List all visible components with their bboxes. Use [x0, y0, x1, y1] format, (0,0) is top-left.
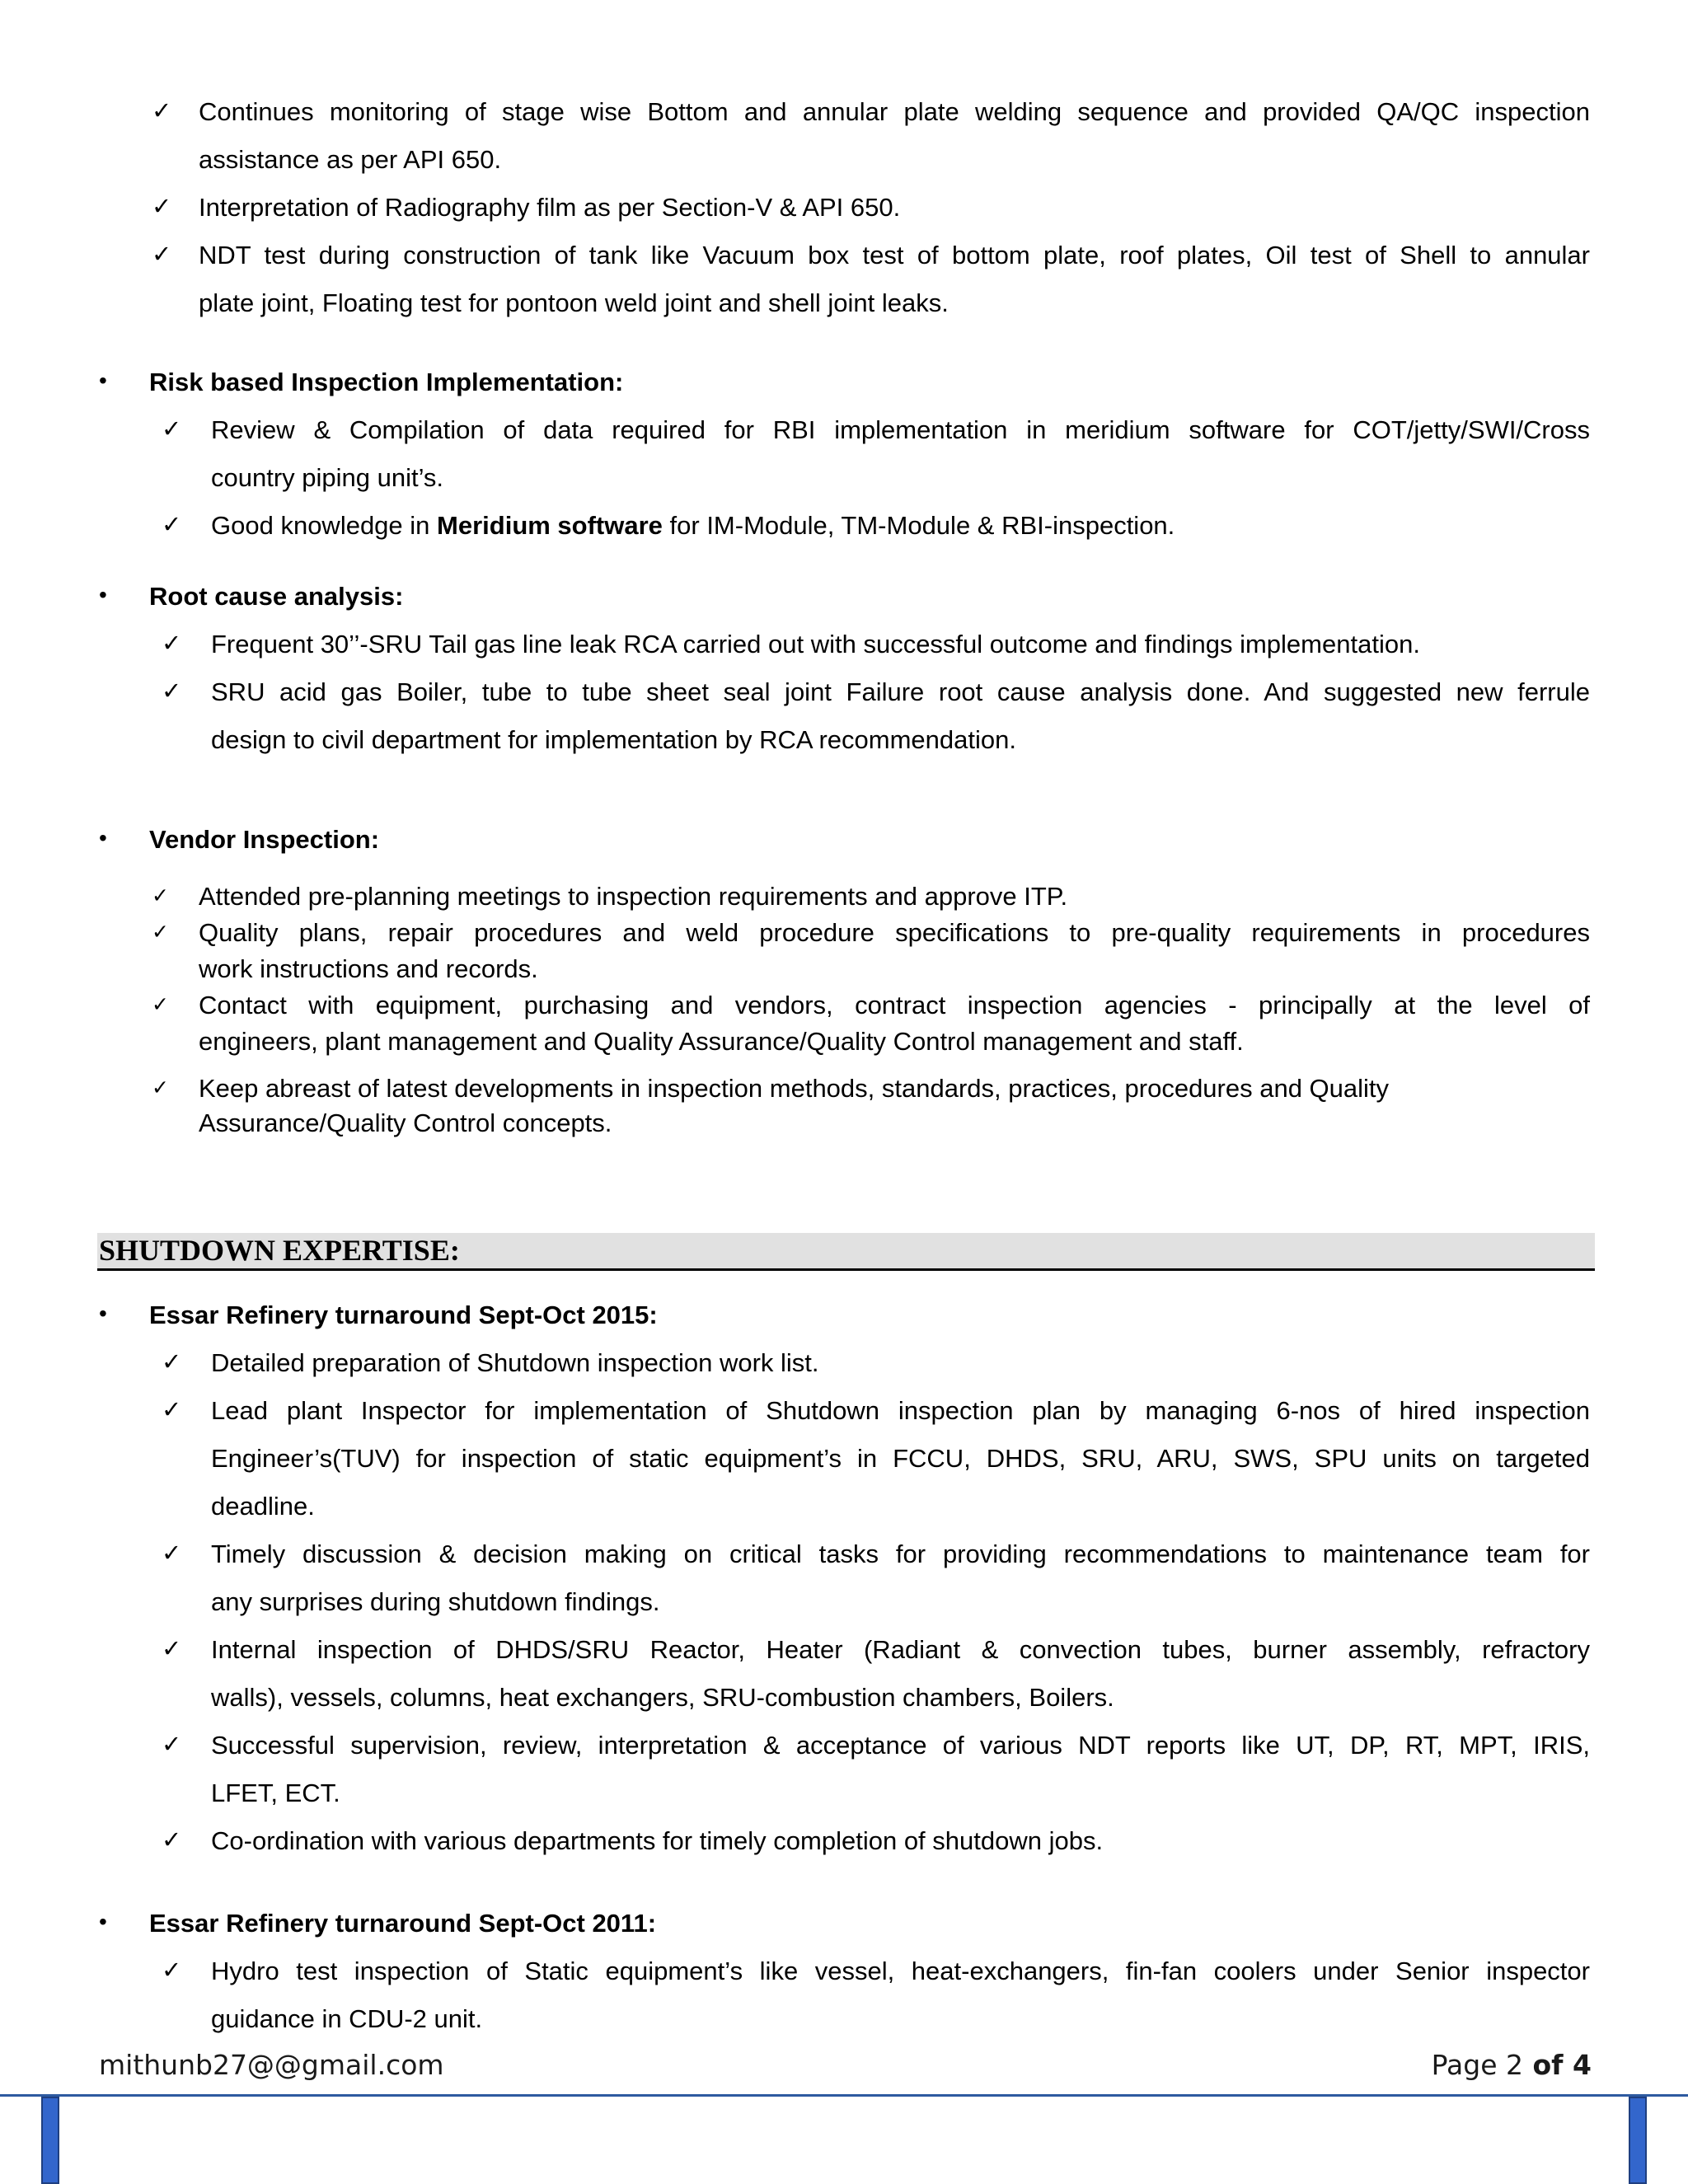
check-icon: ✓	[152, 1076, 169, 1099]
footer-page-number: Page 2 of 4	[1431, 2049, 1592, 2081]
vendor-item-3-line-2: engineers, plant management and Quality Assurance/Quality Control management and staff.	[199, 1027, 1244, 1056]
check-icon: ✓	[152, 240, 172, 268]
footer-rule	[0, 2094, 1688, 2097]
check-icon: ✓	[162, 677, 182, 705]
shutdown-2015-item-4-line-1: Internal inspection of DHDS/SRU Reactor, Heater (Radiant & convection tubes, burner assembly, refractory	[211, 1635, 1590, 1664]
rca-item-1: Frequent 30’’-SRU Tail gas line leak RCA carried out with successful outcome and findings implementation.	[211, 630, 1420, 658]
shutdown-2015-item-2-line-2: Engineer’s(TUV) for inspection of static equipment’s in FCCU, DHDS, SRU, ARU, SWS, SPU units on targeted	[211, 1444, 1590, 1473]
rbi-item-1-line-2: country piping unit’s.	[211, 463, 444, 492]
shutdown-2015-item-5-line-1: Successful supervision, review, interpretation & acceptance of various NDT reports like UT, DP, RT, MPT, IRIS,	[211, 1731, 1590, 1760]
bullet-icon: •	[99, 582, 107, 607]
bullet-icon: •	[99, 825, 107, 851]
bullet-icon: •	[99, 1909, 107, 1934]
tank-item-3-line-2: plate joint, Floating test for pontoon weld joint and shell joint leaks.	[199, 288, 949, 317]
bullet-icon: •	[99, 1301, 107, 1326]
check-icon: ✓	[162, 1395, 182, 1423]
shutdown-2015-item-2-line-1: Lead plant Inspector for implementation of Shutdown inspection plan by managing 6-nos of hired inspection	[211, 1396, 1590, 1425]
turnaround-2011-heading: Essar Refinery turnaround Sept-Oct 2011:	[149, 1909, 657, 1938]
shutdown-2015-item-3-line-1: Timely discussion & decision making on critical tasks for providing recommendations to maintenance team for	[211, 1540, 1590, 1568]
check-icon: ✓	[162, 415, 182, 443]
tank-item-1-line-1: Continues monitoring of stage wise Bottom and annular plate welding sequence and provided QA/QC inspection	[199, 97, 1590, 126]
shutdown-2011-item-1-line-1: Hydro test inspection of Static equipment’s like vessel, heat-exchangers, fin-fan coolers under Senior inspector	[211, 1957, 1590, 1985]
shutdown-2015-item-2-line-3: deadline.	[211, 1492, 315, 1521]
rca-heading: Root cause analysis:	[149, 582, 404, 611]
check-icon: ✓	[162, 1347, 182, 1376]
rbi-item-2: Good knowledge in Meridium software for IM-Module, TM-Module & RBI-inspection.	[211, 511, 1175, 540]
tank-item-3-line-1: NDT test during construction of tank like Vacuum box test of bottom plate, roof plates, Oil test of Shell to annular	[199, 241, 1590, 269]
check-icon: ✓	[152, 192, 172, 220]
check-icon: ✓	[152, 883, 169, 907]
check-icon: ✓	[162, 1956, 182, 1984]
check-icon: ✓	[152, 920, 169, 944]
check-icon: ✓	[162, 1634, 182, 1662]
shutdown-2015-item-3-line-2: any surprises during shutdown findings.	[211, 1587, 660, 1616]
footer-corner-left	[41, 2097, 59, 2184]
vendor-item-2-line-1: Quality plans, repair procedures and weld procedure specifications to pre-quality requirements in procedures	[199, 918, 1590, 947]
check-icon: ✓	[162, 510, 182, 538]
vendor-heading: Vendor Inspection:	[149, 825, 380, 854]
check-icon: ✓	[162, 629, 182, 657]
check-icon: ✓	[162, 1730, 182, 1758]
tank-item-2-line-1: Interpretation of Radiography film as per Section-V & API 650.	[199, 193, 901, 222]
check-icon: ✓	[162, 1825, 182, 1854]
shutdown-2015-item-6: Co-ordination with various departments for timely completion of shutdown jobs.	[211, 1826, 1104, 1855]
check-icon: ✓	[152, 992, 169, 1016]
rca-item-2-line-2: design to civil department for implementation by RCA recommendation.	[211, 725, 1016, 754]
vendor-item-4-line-2: Assurance/Quality Control concepts.	[199, 1108, 612, 1137]
footer-corner-right	[1629, 2097, 1647, 2184]
shutdown-2015-item-4-line-2: walls), vessels, columns, heat exchangers, SRU-combustion chambers, Boilers.	[211, 1683, 1114, 1712]
rca-item-2-line-1: SRU acid gas Boiler, tube to tube sheet seal joint Failure root cause analysis done. And suggested new ferrule	[211, 677, 1590, 706]
check-icon: ✓	[152, 96, 172, 124]
section-title-shutdown: SHUTDOWN EXPERTISE:	[99, 1234, 460, 1267]
check-icon: ✓	[162, 1539, 182, 1567]
rbi-item-1-line-1: Review & Compilation of data required for RBI implementation in meridium software for COT/jetty/SWI/Cross	[211, 415, 1590, 444]
shutdown-2011-item-1-line-2: guidance in CDU-2 unit.	[211, 2004, 483, 2033]
shutdown-2015-item-5-line-2: LFET, ECT.	[211, 1779, 340, 1807]
footer-email: mithunb27@@gmail.com	[99, 2049, 444, 2081]
turnaround-2015-heading: Essar Refinery turnaround Sept-Oct 2015:	[149, 1301, 658, 1329]
vendor-item-3-line-1: Contact with equipment, purchasing and vendors, contract inspection agencies - principally at the level of	[199, 991, 1590, 1019]
vendor-item-2-line-2: work instructions and records.	[199, 954, 538, 983]
bullet-icon: •	[99, 368, 107, 393]
rbi-heading: Risk based Inspection Implementation:	[149, 368, 624, 396]
tank-item-1-line-2: assistance as per API 650.	[199, 145, 502, 174]
shutdown-2015-item-1: Detailed preparation of Shutdown inspection work list.	[211, 1348, 819, 1377]
vendor-item-1: Attended pre-planning meetings to inspection requirements and approve ITP.	[199, 882, 1068, 911]
vendor-item-4-line-1: Keep abreast of latest developments in inspection methods, standards, practices, procedures and Quality	[199, 1074, 1390, 1103]
